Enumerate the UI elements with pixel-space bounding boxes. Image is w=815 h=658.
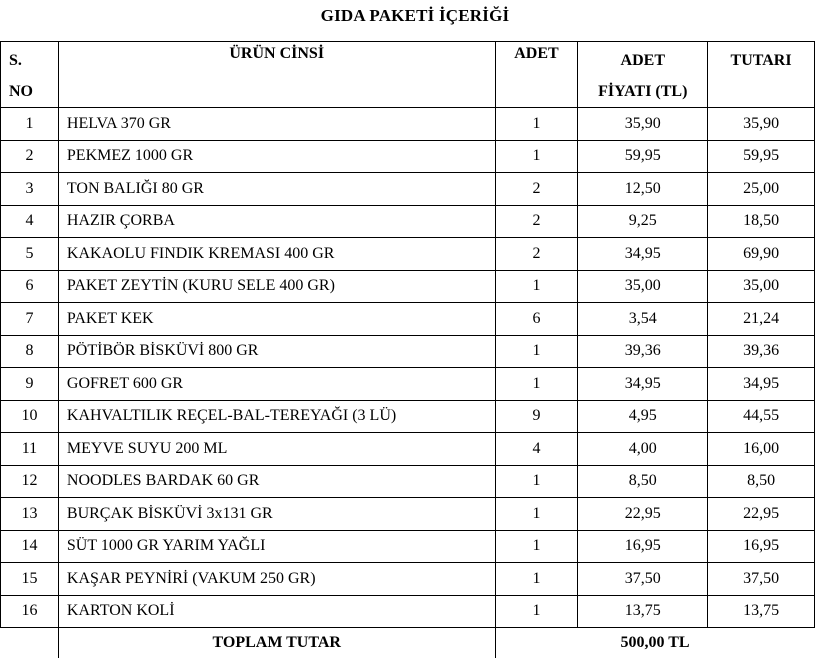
product-name-cell: PÖTİBÖR BİSKÜVİ 800 GR — [58, 335, 495, 368]
quantity-cell: 1 — [495, 335, 578, 368]
header-quantity: ADET — [495, 42, 578, 108]
product-name-cell: HELVA 370 GR — [58, 108, 495, 141]
quantity-cell: 2 — [495, 173, 578, 206]
product-name-cell: PAKET ZEYTİN (KURU SELE 400 GR) — [58, 270, 495, 303]
table-row — [1, 108, 815, 141]
unit-price-cell: 39,36 — [578, 335, 708, 368]
line-total-cell: 18,50 — [708, 205, 815, 238]
row-number-cell: 11 — [1, 433, 59, 466]
product-name-cell: KAKAOLU FINDIK KREMASI 400 GR — [58, 238, 495, 271]
product-name-cell: MEYVE SUYU 200 ML — [58, 433, 495, 466]
row-number-cell: 3 — [1, 173, 59, 206]
line-total-cell: 16,00 — [708, 433, 815, 466]
unit-price-cell: 3,54 — [578, 303, 708, 336]
product-name-cell: HAZIR ÇORBA — [58, 205, 495, 238]
product-name-cell: PAKET KEK — [58, 303, 495, 336]
table-row — [1, 335, 815, 368]
product-name-cell: KARTON KOLİ — [58, 595, 495, 628]
line-total-cell: 69,90 — [708, 238, 815, 271]
unit-price-cell: 12,50 — [578, 173, 708, 206]
product-name-cell: GOFRET 600 GR — [58, 368, 495, 401]
table-row — [1, 530, 815, 563]
header-total: TUTARI — [708, 42, 815, 108]
unit-price-cell: 37,50 — [578, 563, 708, 596]
document-title: GIDA PAKETİ İÇERİĞİ — [320, 6, 510, 25]
table-row — [1, 303, 815, 336]
row-number-cell: 12 — [1, 465, 59, 498]
row-number-cell: 5 — [1, 238, 59, 271]
row-number-cell: 8 — [1, 335, 59, 368]
quantity-cell: 1 — [495, 108, 578, 141]
header-unit-price — [578, 42, 708, 108]
unit-price-cell: 34,95 — [578, 368, 708, 401]
unit-price-cell: 4,00 — [578, 433, 708, 466]
quantity-cell: 1 — [495, 530, 578, 563]
line-total-cell: 35,90 — [708, 108, 815, 141]
table-header-row — [1, 42, 815, 108]
quantity-cell: 1 — [495, 465, 578, 498]
product-name-cell: SÜT 1000 GR YARIM YAĞLI — [58, 530, 495, 563]
table-row — [1, 433, 815, 466]
row-number-cell: 7 — [1, 303, 59, 336]
unit-price-cell: 4,95 — [578, 400, 708, 433]
product-name-cell: PEKMEZ 1000 GR — [58, 140, 495, 173]
line-total-cell: 34,95 — [708, 368, 815, 401]
header-product-name: ÜRÜN CİNSİ — [58, 42, 495, 108]
unit-price-cell: 9,25 — [578, 205, 708, 238]
product-name-cell: KAŞAR PEYNİRİ (VAKUM 250 GR) — [58, 563, 495, 596]
header-number — [1, 42, 59, 108]
row-number-cell: 14 — [1, 530, 59, 563]
table-footer-row — [1, 628, 815, 658]
line-total-cell: 39,36 — [708, 335, 815, 368]
header-number-line1: S. — [9, 52, 22, 69]
line-total-cell: 35,00 — [708, 270, 815, 303]
quantity-cell: 4 — [495, 433, 578, 466]
table-row — [1, 368, 815, 401]
quantity-cell: 2 — [495, 238, 578, 271]
header-number-line2: NO — [9, 83, 33, 100]
quantity-cell: 1 — [495, 140, 578, 173]
line-total-cell: 59,95 — [708, 140, 815, 173]
footer-total-value: 500,00 TL — [495, 628, 814, 658]
line-total-cell: 44,55 — [708, 400, 815, 433]
row-number-cell: 1 — [1, 108, 59, 141]
header-unit-price-line2: FİYATI (TL) — [598, 83, 688, 100]
row-number-cell: 13 — [1, 498, 59, 531]
quantity-cell: 1 — [495, 368, 578, 401]
product-name-cell: TON BALIĞI 80 GR — [58, 173, 495, 206]
row-number-cell: 10 — [1, 400, 59, 433]
table-row — [1, 465, 815, 498]
quantity-cell: 6 — [495, 303, 578, 336]
row-number-cell: 4 — [1, 205, 59, 238]
quantity-cell: 1 — [495, 595, 578, 628]
table-row — [1, 498, 815, 531]
line-total-cell: 8,50 — [708, 465, 815, 498]
unit-price-cell: 34,95 — [578, 238, 708, 271]
table-row — [1, 270, 815, 303]
unit-price-cell: 35,90 — [578, 108, 708, 141]
row-number-cell: 6 — [1, 270, 59, 303]
table-row — [1, 563, 815, 596]
footer-blank-cell — [1, 628, 59, 658]
line-total-cell: 21,24 — [708, 303, 815, 336]
table-row — [1, 595, 815, 628]
unit-price-cell: 16,95 — [578, 530, 708, 563]
row-number-cell: 16 — [1, 595, 59, 628]
product-name-cell: NOODLES BARDAK 60 GR — [58, 465, 495, 498]
row-number-cell: 15 — [1, 563, 59, 596]
line-total-cell: 22,95 — [708, 498, 815, 531]
quantity-cell: 2 — [495, 205, 578, 238]
table-row — [1, 205, 815, 238]
food-package-table — [0, 41, 815, 658]
table-row — [1, 140, 815, 173]
product-name-cell: BURÇAK BİSKÜVİ 3x131 GR — [58, 498, 495, 531]
unit-price-cell: 13,75 — [578, 595, 708, 628]
line-total-cell: 25,00 — [708, 173, 815, 206]
footer-total-label: TOPLAM TUTAR — [58, 628, 495, 658]
line-total-cell: 37,50 — [708, 563, 815, 596]
unit-price-cell: 59,95 — [578, 140, 708, 173]
line-total-cell: 13,75 — [708, 595, 815, 628]
table-row — [1, 238, 815, 271]
product-name-cell: KAHVALTILIK REÇEL-BAL-TEREYAĞI (3 LÜ) — [58, 400, 495, 433]
line-total-cell: 16,95 — [708, 530, 815, 563]
header-unit-price-line1: ADET — [620, 52, 665, 69]
unit-price-cell: 8,50 — [578, 465, 708, 498]
quantity-cell: 1 — [495, 270, 578, 303]
unit-price-cell: 35,00 — [578, 270, 708, 303]
quantity-cell: 1 — [495, 563, 578, 596]
row-number-cell: 9 — [1, 368, 59, 401]
table-row — [1, 400, 815, 433]
table-row — [1, 173, 815, 206]
row-number-cell: 2 — [1, 140, 59, 173]
unit-price-cell: 22,95 — [578, 498, 708, 531]
quantity-cell: 9 — [495, 400, 578, 433]
quantity-cell: 1 — [495, 498, 578, 531]
